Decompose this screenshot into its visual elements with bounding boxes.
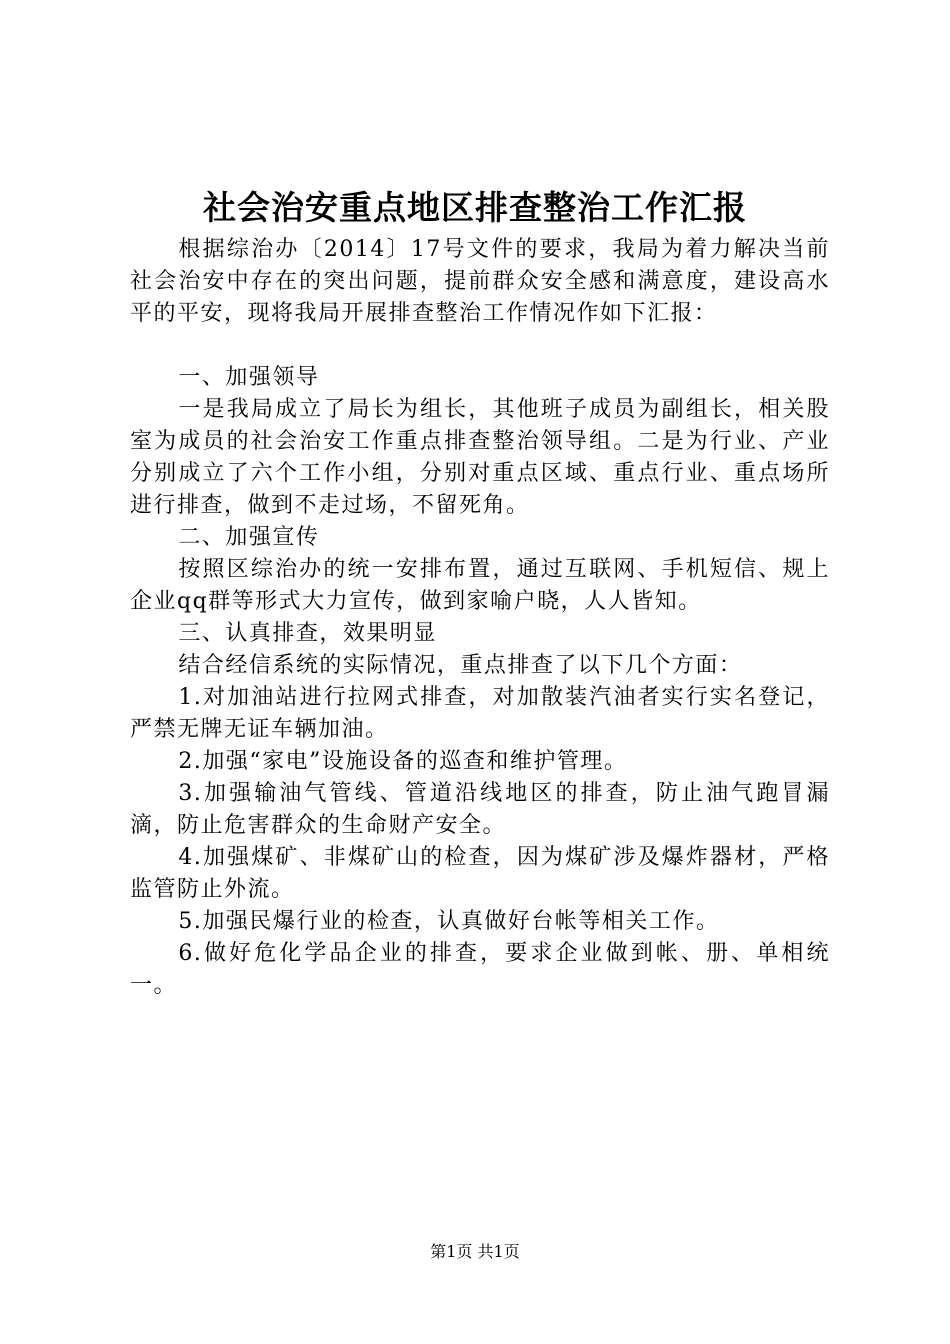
intro-paragraph: 根据综治办〔2014〕17号文件的要求，我局为着力解决当前社会治安中存在的突出问题，提前群众安全感和满意度，建设高水平的平安，现将我局开展排查整治工作情况作如下汇报： — [130, 237, 830, 326]
paragraph-inspection-intro: 结合经信系统的实际情况，重点排查了以下几个方面： — [178, 653, 743, 678]
document-title: 社会治安重点地区排查整治工作汇报 — [203, 188, 747, 227]
list-item-1: 1.对加油站进行拉网式排查，对加散装汽油者实行实名登记，严禁无牌无证车辆加油。 — [130, 685, 830, 742]
page-footer: 第1页 共1页 — [430, 1242, 520, 1261]
list-item-4: 4.加强煤矿、非煤矿山的检查，因为煤矿涉及爆炸器材，严格监管防止外流。 — [130, 845, 830, 902]
list-item-6: 6.做好危化学品企业的排查，要求企业做到帐、册、单相统一。 — [130, 941, 830, 998]
document-body — [130, 234, 830, 1002]
list-item-5: 5.加强民爆行业的检查，认真做好台帐等相关工作。 — [178, 909, 720, 934]
paragraph-leadership: 一是我局成立了局长为组长，其他班子成员为副组长，相关股室为成员的社会治安工作重点排查整治领导组。二是为行业、产业分别成立了六个工作小组，分别对重点区域、重点行业、重点场所进行排查，做到不走过场，不留死角。 — [130, 397, 830, 518]
section-heading-leadership: 一、加强领导 — [178, 365, 320, 390]
list-item-2: 2.加强“家电”设施设备的巡查和维护管理。 — [178, 749, 628, 774]
paragraph-publicity: 按照区综治办的统一安排布置，通过互联网、手机短信、规上企业qq群等形式大力宣传，做到家喻户晓，人人皆知。 — [130, 557, 830, 614]
list-item-3: 3.加强输油气管线、管道沿线地区的排查，防止油气跑冒漏滴，防止危害群众的生命财产安全。 — [130, 781, 830, 838]
section-heading-publicity: 二、加强宣传 — [178, 525, 320, 550]
section-heading-inspection: 三、认真排查，效果明显 — [178, 621, 437, 646]
